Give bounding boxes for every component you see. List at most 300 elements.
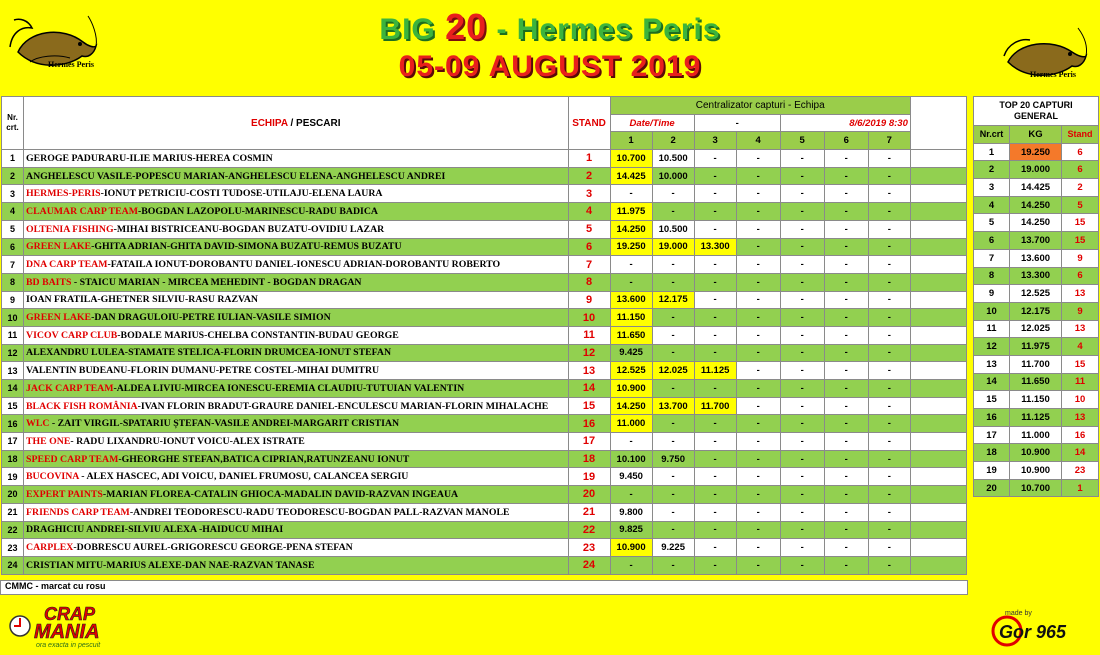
row-team-members: DRAGHICIU ANDREI-SILVIU ALEXA -HAIDUCU MIHAI <box>26 524 284 536</box>
row-empty <box>910 185 966 203</box>
table-row <box>2 220 967 238</box>
row-capture-4: - <box>736 556 780 574</box>
row-capture-2: - <box>652 468 694 486</box>
top20-header-row <box>974 126 1099 144</box>
row-capture-5: - <box>780 256 824 274</box>
row-stand: 15 <box>568 397 610 415</box>
row-nr: 14 <box>2 380 24 398</box>
row-capture-6: - <box>824 433 868 451</box>
row-capture-3: - <box>694 256 736 274</box>
row-capture-4: - <box>736 220 780 238</box>
row-team <box>24 238 569 256</box>
row-team-members: -DAN DRAGULOIU-PETRE IULIAN-VASILE SIMION <box>91 312 331 324</box>
row-capture-6: - <box>824 415 868 433</box>
row-team-members: ALEXANDRU LULEA-STAMATE STELICA-FLORIN DRUMCEA-IONUT STEFAN <box>26 347 392 359</box>
row-nr: 5 <box>2 220 24 238</box>
table-row <box>2 203 967 221</box>
row-capture-1: 11.975 <box>610 203 652 221</box>
row-capture-7: - <box>868 397 910 415</box>
row-capture-3: - <box>694 380 736 398</box>
row-capture-4: - <box>736 450 780 468</box>
row-capture-5: - <box>780 468 824 486</box>
row-team-name: GREEN LAKE <box>26 312 92 324</box>
row-stand: 4 <box>568 203 610 221</box>
row-team <box>24 433 569 451</box>
row-capture-1: 11.150 <box>610 309 652 327</box>
top20-kg: 13.300 <box>1010 267 1062 285</box>
row-capture-6: - <box>824 486 868 504</box>
row-capture-6: - <box>824 238 868 256</box>
row-capture-6: - <box>824 203 868 221</box>
row-capture-3: - <box>694 486 736 504</box>
row-stand: 20 <box>568 486 610 504</box>
table-row <box>2 256 967 274</box>
row-capture-4: - <box>736 238 780 256</box>
top20-row <box>974 249 1099 267</box>
row-stand: 5 <box>568 220 610 238</box>
row-nr: 13 <box>2 362 24 380</box>
row-empty <box>910 539 966 557</box>
row-team-members: -BODALE MARIUS-CHELBA CONSTANTIN-BUDAU GEORGE <box>117 329 399 341</box>
team-results-table <box>1 96 967 575</box>
row-capture-7: - <box>868 185 910 203</box>
row-capture-7: - <box>868 150 910 168</box>
row-capture-3: - <box>694 450 736 468</box>
top20-stand: 6 <box>1062 161 1099 179</box>
crap-mania-logo <box>6 600 156 650</box>
top20-kg: 11.975 <box>1010 338 1062 356</box>
top20-nr: 12 <box>974 338 1010 356</box>
row-stand: 17 <box>568 433 610 451</box>
row-capture-2: - <box>652 415 694 433</box>
row-capture-6: - <box>824 397 868 415</box>
row-nr: 15 <box>2 397 24 415</box>
top20-row <box>974 444 1099 462</box>
table-row <box>2 362 967 380</box>
row-team-name: WLC <box>26 418 50 430</box>
row-capture-1: 10.700 <box>610 150 652 168</box>
row-team-members: - RADU LIXANDRU-IONUT VOICU-ALEX ISTRATE <box>70 435 305 447</box>
row-capture-7: - <box>868 167 910 185</box>
row-empty <box>910 344 966 362</box>
top20-row <box>974 232 1099 250</box>
header-cap-7: 7 <box>868 132 910 150</box>
table-row <box>2 344 967 362</box>
table-header-row-1 <box>2 97 967 115</box>
top20-kg: 10.900 <box>1010 444 1062 462</box>
row-team-name: BLACK FISH ROMÂNIA <box>26 400 138 412</box>
page-title <box>0 6 1100 48</box>
top20-kg: 19.000 <box>1010 161 1062 179</box>
row-capture-5: - <box>780 521 824 539</box>
row-capture-2: 9.225 <box>652 539 694 557</box>
top20-row <box>974 426 1099 444</box>
carp-icon <box>8 12 100 92</box>
row-capture-5: - <box>780 291 824 309</box>
row-team-name: FRIENDS CARP TEAM <box>26 506 130 518</box>
footer-note: CMMC - marcat cu rosu <box>5 581 106 591</box>
carp-icon <box>1000 26 1092 96</box>
top20-stand: 15 <box>1062 355 1099 373</box>
top20-kg: 10.900 <box>1010 462 1062 480</box>
table-row <box>2 150 967 168</box>
row-stand: 14 <box>568 380 610 398</box>
header-empty <box>910 97 966 150</box>
top20-kg: 10.700 <box>1010 479 1062 497</box>
top20-stand: 15 <box>1062 232 1099 250</box>
top20-row <box>974 338 1099 356</box>
row-capture-4: - <box>736 185 780 203</box>
row-team <box>24 309 569 327</box>
row-capture-7: - <box>868 344 910 362</box>
top20-kg: 11.700 <box>1010 355 1062 373</box>
top20-kg: 19.250 <box>1010 143 1062 161</box>
team-table-body <box>2 97 967 575</box>
gor-made-by: made by <box>1005 610 1032 617</box>
row-capture-6: - <box>824 273 868 291</box>
top20-kg: 13.600 <box>1010 249 1062 267</box>
row-capture-6: - <box>824 256 868 274</box>
table-row <box>2 185 967 203</box>
row-stand: 3 <box>568 185 610 203</box>
top20-stand: 6 <box>1062 267 1099 285</box>
row-team-members: - ZAIT VIRGIL-SPATARIU ȘTEFAN-VASILE ANDREI-MARGARIT CRISTIAN <box>49 418 400 430</box>
row-nr: 7 <box>2 256 24 274</box>
row-capture-4: - <box>736 291 780 309</box>
row-stand: 12 <box>568 344 610 362</box>
row-team <box>24 220 569 238</box>
row-capture-4: - <box>736 362 780 380</box>
row-stand: 10 <box>568 309 610 327</box>
table-row <box>2 486 967 504</box>
top20-kg: 11.125 <box>1010 409 1062 427</box>
top20-row <box>974 143 1099 161</box>
row-capture-1: 9.800 <box>610 503 652 521</box>
row-capture-5: - <box>780 486 824 504</box>
top20-nr: 13 <box>974 355 1010 373</box>
row-team <box>24 380 569 398</box>
top20-stand: 4 <box>1062 338 1099 356</box>
row-capture-3: - <box>694 556 736 574</box>
row-capture-5: - <box>780 503 824 521</box>
row-capture-4: - <box>736 167 780 185</box>
row-team-name: SPEED CARP TEAM <box>26 453 119 465</box>
top20-kg: 14.425 <box>1010 179 1062 197</box>
row-capture-2: - <box>652 521 694 539</box>
row-capture-1: 19.250 <box>610 238 652 256</box>
row-capture-5: - <box>780 362 824 380</box>
row-team-name: CLAUMAR CARP TEAM <box>26 205 138 217</box>
row-capture-7: - <box>868 556 910 574</box>
row-capture-1: 9.450 <box>610 468 652 486</box>
row-capture-6: - <box>824 309 868 327</box>
row-capture-7: - <box>868 468 910 486</box>
top20-row <box>974 179 1099 197</box>
row-empty <box>910 238 966 256</box>
row-capture-3: - <box>694 203 736 221</box>
row-team-members: VALENTIN BUDEANU-FLORIN DUMANU-PETRE COSTEL-MIHAI DUMITRU <box>26 365 380 377</box>
top20-header-stand: Stand <box>1062 126 1099 144</box>
row-capture-6: - <box>824 150 868 168</box>
row-capture-4: - <box>736 150 780 168</box>
header-team <box>24 97 569 150</box>
row-nr: 20 <box>2 486 24 504</box>
gor-name: Gor 965 <box>999 622 1067 642</box>
top20-nr: 14 <box>974 373 1010 391</box>
top20-row <box>974 373 1099 391</box>
top20-stand: 14 <box>1062 444 1099 462</box>
header-nr <box>2 97 24 150</box>
row-capture-3: - <box>694 468 736 486</box>
row-empty <box>910 256 966 274</box>
row-team-name: THE ONE <box>26 435 71 447</box>
top20-header-nr: Nr.crt <box>974 126 1010 144</box>
row-capture-4: - <box>736 415 780 433</box>
row-capture-2: 10.500 <box>652 220 694 238</box>
row-team-members: -GHITA ADRIAN-GHITA DAVID-SIMONA BUZATU-REMUS BUZATU <box>91 241 402 253</box>
row-capture-6: - <box>824 220 868 238</box>
header-nr-label2: crt. <box>6 123 19 133</box>
top20-title <box>974 97 1099 126</box>
row-capture-6: - <box>824 539 868 557</box>
row-capture-3: - <box>694 326 736 344</box>
row-team-name: BUCOVINA <box>26 471 79 483</box>
row-capture-7: - <box>868 380 910 398</box>
top20-nr: 19 <box>974 462 1010 480</box>
row-capture-6: - <box>824 344 868 362</box>
row-team <box>24 521 569 539</box>
row-team-members: IOAN FRATILA-GHETNER SILVIU-RASU RAZVAN <box>26 294 259 306</box>
row-team <box>24 291 569 309</box>
row-nr: 18 <box>2 450 24 468</box>
row-capture-7: - <box>868 220 910 238</box>
row-stand: 8 <box>568 273 610 291</box>
table-row <box>2 450 967 468</box>
table-row <box>2 326 967 344</box>
row-capture-5: - <box>780 344 824 362</box>
row-nr: 4 <box>2 203 24 221</box>
row-capture-7: - <box>868 539 910 557</box>
table-row <box>2 539 967 557</box>
row-capture-3: - <box>694 433 736 451</box>
row-capture-7: - <box>868 433 910 451</box>
row-team-members: ANGHELESCU VASILE-POPESCU MARIAN-ANGHELESCU ELENA-ANGHELESCU ANDREI <box>26 170 446 182</box>
row-capture-2: - <box>652 556 694 574</box>
row-capture-7: - <box>868 203 910 221</box>
row-nr: 22 <box>2 521 24 539</box>
row-empty <box>910 326 966 344</box>
table-row <box>2 397 967 415</box>
top20-nr: 20 <box>974 479 1010 497</box>
row-stand: 22 <box>568 521 610 539</box>
table-row <box>2 167 967 185</box>
row-team <box>24 273 569 291</box>
row-capture-6: - <box>824 291 868 309</box>
row-capture-4: - <box>736 309 780 327</box>
header-stand: STAND <box>568 97 610 150</box>
row-capture-4: - <box>736 326 780 344</box>
table-row <box>2 433 967 451</box>
row-stand: 24 <box>568 556 610 574</box>
row-nr: 3 <box>2 185 24 203</box>
row-team-members: -IONUT PETRICIU-COSTI TUDOSE-UTILAJU-ELENA LAURA <box>100 188 383 200</box>
row-team-members: - STAICU MARIAN - MIRCEA MEHEDINT - BOGDAN DRAGAN <box>71 276 362 288</box>
row-team-members: CRISTIAN MITU-MARIUS ALEXE-DAN NAE-RAZVAN TANASE <box>26 559 315 571</box>
row-capture-1: 11.650 <box>610 326 652 344</box>
title-prefix: BIG <box>379 13 446 46</box>
row-capture-4: - <box>736 203 780 221</box>
row-empty <box>910 150 966 168</box>
top20-row <box>974 355 1099 373</box>
row-team-members: -MIHAI BISTRICEANU-BOGDAN BUZATU-OVIDIU LAZAR <box>113 223 385 235</box>
row-capture-1: 11.000 <box>610 415 652 433</box>
top20-nr: 3 <box>974 179 1010 197</box>
row-capture-4: - <box>736 344 780 362</box>
row-capture-6: - <box>824 556 868 574</box>
row-team <box>24 503 569 521</box>
top20-stand: 13 <box>1062 285 1099 303</box>
row-stand: 21 <box>568 503 610 521</box>
top20-kg: 14.250 <box>1010 214 1062 232</box>
row-nr: 16 <box>2 415 24 433</box>
row-capture-3: - <box>694 539 736 557</box>
row-team-members: -ANDREI TEODORESCU-RADU TEODORESCU-BOGDAN PALL-RAZVAN MANOLE <box>129 506 510 518</box>
row-nr: 12 <box>2 344 24 362</box>
row-team-name: HERMES-PERIS <box>26 188 101 200</box>
row-capture-4: - <box>736 539 780 557</box>
row-team-members: -MARIAN FLOREA-CATALIN GHIOCA-MADALIN DAVID-RAZVAN INGEAUA <box>102 488 459 500</box>
row-capture-5: - <box>780 309 824 327</box>
row-capture-7: - <box>868 291 910 309</box>
top20-stand: 9 <box>1062 302 1099 320</box>
row-capture-3: 13.300 <box>694 238 736 256</box>
row-team <box>24 167 569 185</box>
crap-mania-logo-graphic <box>6 600 156 650</box>
row-empty <box>910 468 966 486</box>
row-team <box>24 450 569 468</box>
row-stand: 16 <box>568 415 610 433</box>
row-capture-5: - <box>780 397 824 415</box>
row-stand: 9 <box>568 291 610 309</box>
row-capture-1: 14.250 <box>610 397 652 415</box>
row-nr: 2 <box>2 167 24 185</box>
top20-stand: 13 <box>1062 320 1099 338</box>
header-datetime-label: Date/Time <box>610 114 694 132</box>
row-stand: 18 <box>568 450 610 468</box>
row-capture-1: - <box>610 556 652 574</box>
row-capture-5: - <box>780 326 824 344</box>
row-team <box>24 362 569 380</box>
row-team-name: OLTENIA FISHING <box>26 223 114 235</box>
row-team-members: - ALEX HASCEC, ADI VOICU, DANIEL FRUMOSU, CALANCEA SERGIU <box>78 471 409 483</box>
row-empty <box>910 415 966 433</box>
row-team-members: -IVAN FLORIN BRADUT-GRAURE DANIEL-ENCULESCU MARIAN-FLORIN MIHALACHE <box>137 400 549 412</box>
row-empty <box>910 380 966 398</box>
top20-row <box>974 285 1099 303</box>
gor-965-logo <box>965 605 1095 650</box>
top20-row <box>974 320 1099 338</box>
row-capture-2: - <box>652 486 694 504</box>
top20-nr: 16 <box>974 409 1010 427</box>
row-team-members: -DOBRESCU AUREL-GRIGORESCU GEORGE-PENA STEFAN <box>73 542 353 554</box>
row-capture-7: - <box>868 521 910 539</box>
table-row <box>2 309 967 327</box>
top20-stand: 23 <box>1062 462 1099 480</box>
table-row <box>2 238 967 256</box>
row-capture-4: - <box>736 433 780 451</box>
row-capture-6: - <box>824 362 868 380</box>
row-capture-3: 11.125 <box>694 362 736 380</box>
title-suffix: - Hermes Peris <box>487 13 721 46</box>
row-capture-3: - <box>694 185 736 203</box>
header-datetime-value: 8/6/2019 8:30 <box>780 114 910 132</box>
crap-logo-tagline: ora exacta in pescuit <box>36 642 101 649</box>
row-team <box>24 344 569 362</box>
row-nr: 11 <box>2 326 24 344</box>
row-capture-1: 10.900 <box>610 380 652 398</box>
top20-nr: 6 <box>974 232 1010 250</box>
row-capture-6: - <box>824 380 868 398</box>
top20-title-row <box>974 97 1099 126</box>
row-capture-2: - <box>652 256 694 274</box>
row-capture-5: - <box>780 238 824 256</box>
row-capture-3: - <box>694 167 736 185</box>
row-nr: 19 <box>2 468 24 486</box>
top20-nr: 9 <box>974 285 1010 303</box>
top20-nr: 7 <box>974 249 1010 267</box>
row-capture-4: - <box>736 521 780 539</box>
row-capture-3: - <box>694 220 736 238</box>
row-stand: 13 <box>568 362 610 380</box>
top20-kg: 11.000 <box>1010 426 1062 444</box>
crap-logo-line1: CRAP <box>44 604 96 624</box>
row-capture-3: - <box>694 273 736 291</box>
row-capture-2: 10.000 <box>652 167 694 185</box>
gor-logo-graphic <box>965 605 1095 650</box>
row-empty <box>910 309 966 327</box>
row-team <box>24 203 569 221</box>
row-capture-3: - <box>694 291 736 309</box>
row-capture-5: - <box>780 185 824 203</box>
row-team <box>24 486 569 504</box>
row-empty <box>910 486 966 504</box>
table-row <box>2 503 967 521</box>
table-row <box>2 521 967 539</box>
top20-kg: 12.025 <box>1010 320 1062 338</box>
row-capture-4: - <box>736 273 780 291</box>
top20-nr: 15 <box>974 391 1010 409</box>
row-capture-1: 14.250 <box>610 220 652 238</box>
top20-nr: 11 <box>974 320 1010 338</box>
row-capture-3: - <box>694 344 736 362</box>
row-nr: 17 <box>2 433 24 451</box>
row-capture-1: 9.825 <box>610 521 652 539</box>
row-team-name: GREEN LAKE <box>26 241 92 253</box>
row-team <box>24 397 569 415</box>
top20-stand: 2 <box>1062 179 1099 197</box>
row-team-name: DNA CARP TEAM <box>26 259 108 271</box>
top20-row <box>974 214 1099 232</box>
top20-stand: 6 <box>1062 143 1099 161</box>
row-capture-2: 10.500 <box>652 150 694 168</box>
row-capture-3: - <box>694 521 736 539</box>
top20-row <box>974 479 1099 497</box>
title-number: 20 <box>445 6 488 47</box>
row-team-name: JACK CARP TEAM <box>26 382 114 394</box>
row-stand: 11 <box>568 326 610 344</box>
row-capture-2: - <box>652 326 694 344</box>
header-nr-label: Nr. <box>7 113 18 123</box>
